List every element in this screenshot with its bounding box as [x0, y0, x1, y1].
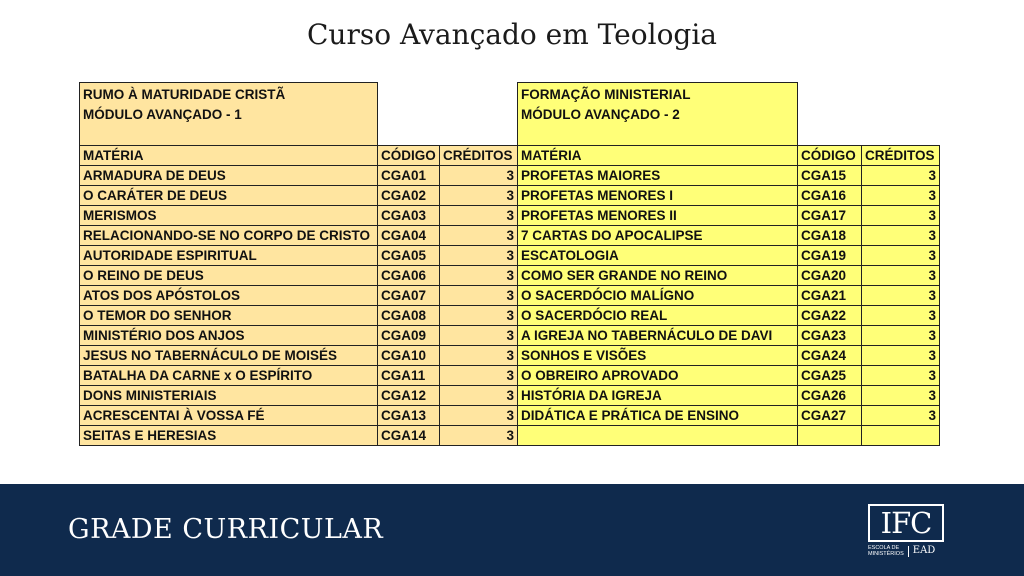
block1-code-cell: CGA11 [378, 366, 440, 386]
table-row [80, 366, 940, 386]
block1-credits-cell: 3 [440, 166, 518, 186]
header-creditos-2: CRÉDITOS [862, 146, 940, 166]
block2-code-cell: CGA17 [798, 206, 862, 226]
block2-credits-cell [862, 426, 940, 446]
block1-title-line2: MÓDULO AVANÇADO - 1 [83, 107, 242, 122]
block2-subject-cell: COMO SER GRANDE NO REINO [518, 266, 798, 286]
table-row [80, 206, 940, 226]
block1-subject-cell: ATOS DOS APÓSTOLOS [80, 286, 378, 306]
block1-code-cell: CGA03 [378, 206, 440, 226]
block1-credits-cell: 3 [440, 426, 518, 446]
block2-subject-cell: 7 CARTAS DO APOCALIPSE [518, 226, 798, 246]
block1-credits-cell: 3 [440, 326, 518, 346]
block2-credits-cell: 3 [862, 326, 940, 346]
spacer [798, 83, 940, 146]
block2-subject-cell: ESCATOLOGIA [518, 246, 798, 266]
block2-credits-cell: 3 [862, 206, 940, 226]
block2-code-cell: CGA24 [798, 346, 862, 366]
block1-code-cell: CGA04 [378, 226, 440, 246]
block1-credits-cell: 3 [440, 306, 518, 326]
table-row [80, 326, 940, 346]
block2-credits-cell: 3 [862, 406, 940, 426]
block1-credits-cell: 3 [440, 346, 518, 366]
block2-code-cell: CGA26 [798, 386, 862, 406]
table-row [80, 166, 940, 186]
block2-code-cell: CGA18 [798, 226, 862, 246]
block1-subject-cell: O REINO DE DEUS [80, 266, 378, 286]
block2-credits-cell: 3 [862, 386, 940, 406]
block1-code-cell: CGA07 [378, 286, 440, 306]
block1-credits-cell: 3 [440, 386, 518, 406]
table-row [80, 306, 940, 326]
block2-subject-cell: PROFETAS MAIORES [518, 166, 798, 186]
block1-title [80, 83, 378, 146]
block1-subject-cell: MERISMOS [80, 206, 378, 226]
block2-title-line2: MÓDULO AVANÇADO - 2 [521, 107, 680, 122]
block2-subject-cell: PROFETAS MENORES I [518, 186, 798, 206]
block1-code-cell: CGA01 [378, 166, 440, 186]
block1-subject-cell: AUTORIDADE ESPIRITUAL [80, 246, 378, 266]
block2-credits-cell: 3 [862, 166, 940, 186]
table-row [80, 186, 940, 206]
block2-code-cell: CGA27 [798, 406, 862, 426]
block2-code-cell: CGA22 [798, 306, 862, 326]
block2-code-cell: CGA20 [798, 266, 862, 286]
block2-credits-cell: 3 [862, 366, 940, 386]
block1-credits-cell: 3 [440, 366, 518, 386]
block2-credits-cell: 3 [862, 186, 940, 206]
block2-title [518, 83, 798, 146]
block1-subject-cell: MINISTÉRIO DOS ANJOS [80, 326, 378, 346]
header-codigo-1: CÓDIGO [378, 146, 440, 166]
block1-credits-cell: 3 [440, 246, 518, 266]
block2-code-cell: CGA23 [798, 326, 862, 346]
block1-subject-cell: JESUS NO TABERNÁCULO DE MOISÉS [80, 346, 378, 366]
block2-code-cell: CGA15 [798, 166, 862, 186]
table-row [80, 426, 940, 446]
block1-title-line1: RUMO À MATURIDADE CRISTÃ [83, 87, 286, 102]
table-row [80, 406, 940, 426]
block2-code-cell [798, 426, 862, 446]
curriculum-table [79, 82, 940, 446]
block2-title-line1: FORMAÇÃO MINISTERIAL [521, 87, 691, 102]
logo-subtitle [868, 545, 954, 557]
logo-mark: IFC [868, 504, 944, 542]
block2-subject-cell: A IGREJA NO TABERNÁCULO DE DAVI [518, 326, 798, 346]
block1-subject-cell: ACRESCENTAI À VOSSA FÉ [80, 406, 378, 426]
logo-separator [908, 546, 909, 557]
block2-subject-cell [518, 426, 798, 446]
block2-credits-cell: 3 [862, 286, 940, 306]
block2-code-cell: CGA19 [798, 246, 862, 266]
block1-credits-cell: 3 [440, 206, 518, 226]
block1-code-cell: CGA13 [378, 406, 440, 426]
block2-code-cell: CGA25 [798, 366, 862, 386]
block1-code-cell: CGA05 [378, 246, 440, 266]
table-row [80, 386, 940, 406]
footer-title: GRADE CURRICULAR [68, 514, 384, 545]
block1-credits-cell: 3 [440, 406, 518, 426]
block1-credits-cell: 3 [440, 226, 518, 246]
block2-credits-cell: 3 [862, 266, 940, 286]
block1-subject-cell: DONS MINISTERIAIS [80, 386, 378, 406]
block1-subject-cell: BATALHA DA CARNE x O ESPÍRITO [80, 366, 378, 386]
block2-credits-cell: 3 [862, 226, 940, 246]
block2-credits-cell: 3 [862, 346, 940, 366]
block2-subject-cell: DIDÁTICA E PRÁTICA DE ENSINO [518, 406, 798, 426]
block2-subject-cell: O OBREIRO APROVADO [518, 366, 798, 386]
table-row [80, 266, 940, 286]
footer-bar [0, 484, 1024, 576]
block2-code-cell: CGA21 [798, 286, 862, 306]
header-codigo-2: CÓDIGO [798, 146, 862, 166]
block2-credits-cell: 3 [862, 306, 940, 326]
table-row [80, 226, 940, 246]
block1-subject-cell: ARMADURA DE DEUS [80, 166, 378, 186]
block2-subject-cell: HISTÓRIA DA IGREJA [518, 386, 798, 406]
spacer [378, 83, 518, 146]
block1-credits-cell: 3 [440, 186, 518, 206]
block2-code-cell: CGA16 [798, 186, 862, 206]
table-row [80, 286, 940, 306]
ifc-logo [868, 504, 954, 564]
block1-code-cell: CGA08 [378, 306, 440, 326]
block2-subject-cell: PROFETAS MENORES II [518, 206, 798, 226]
block2-credits-cell: 3 [862, 246, 940, 266]
block1-credits-cell: 3 [440, 266, 518, 286]
block1-subject-cell: SEITAS E HERESIAS [80, 426, 378, 446]
block1-subject-cell: RELACIONANDO-SE NO CORPO DE CRISTO [80, 226, 378, 246]
logo-sub-line2: MINISTÉRIOS [868, 551, 904, 557]
block1-subject-cell: O CARÁTER DE DEUS [80, 186, 378, 206]
header-row [80, 146, 940, 166]
block2-subject-cell: SONHOS E VISÕES [518, 346, 798, 366]
block1-code-cell: CGA10 [378, 346, 440, 366]
block1-code-cell: CGA12 [378, 386, 440, 406]
header-creditos-1: CRÉDITOS [440, 146, 518, 166]
block1-subject-cell: O TEMOR DO SENHOR [80, 306, 378, 326]
block2-subject-cell: O SACERDÓCIO REAL [518, 306, 798, 326]
block1-code-cell: CGA09 [378, 326, 440, 346]
table-row [80, 246, 940, 266]
block1-code-cell: CGA06 [378, 266, 440, 286]
block1-code-cell: CGA02 [378, 186, 440, 206]
block1-credits-cell: 3 [440, 286, 518, 306]
header-materia-2: MATÉRIA [518, 146, 798, 166]
logo-ead: EAD [912, 545, 936, 556]
logo-sub-line1: ESCOLA DE [868, 545, 900, 551]
block2-subject-cell: O SACERDÓCIO MALÍGNO [518, 286, 798, 306]
header-materia-1: MATÉRIA [80, 146, 378, 166]
block-title-row [80, 83, 940, 146]
block1-code-cell: CGA14 [378, 426, 440, 446]
table-row [80, 346, 940, 366]
page-title: Curso Avançado em Teologia [307, 18, 717, 51]
